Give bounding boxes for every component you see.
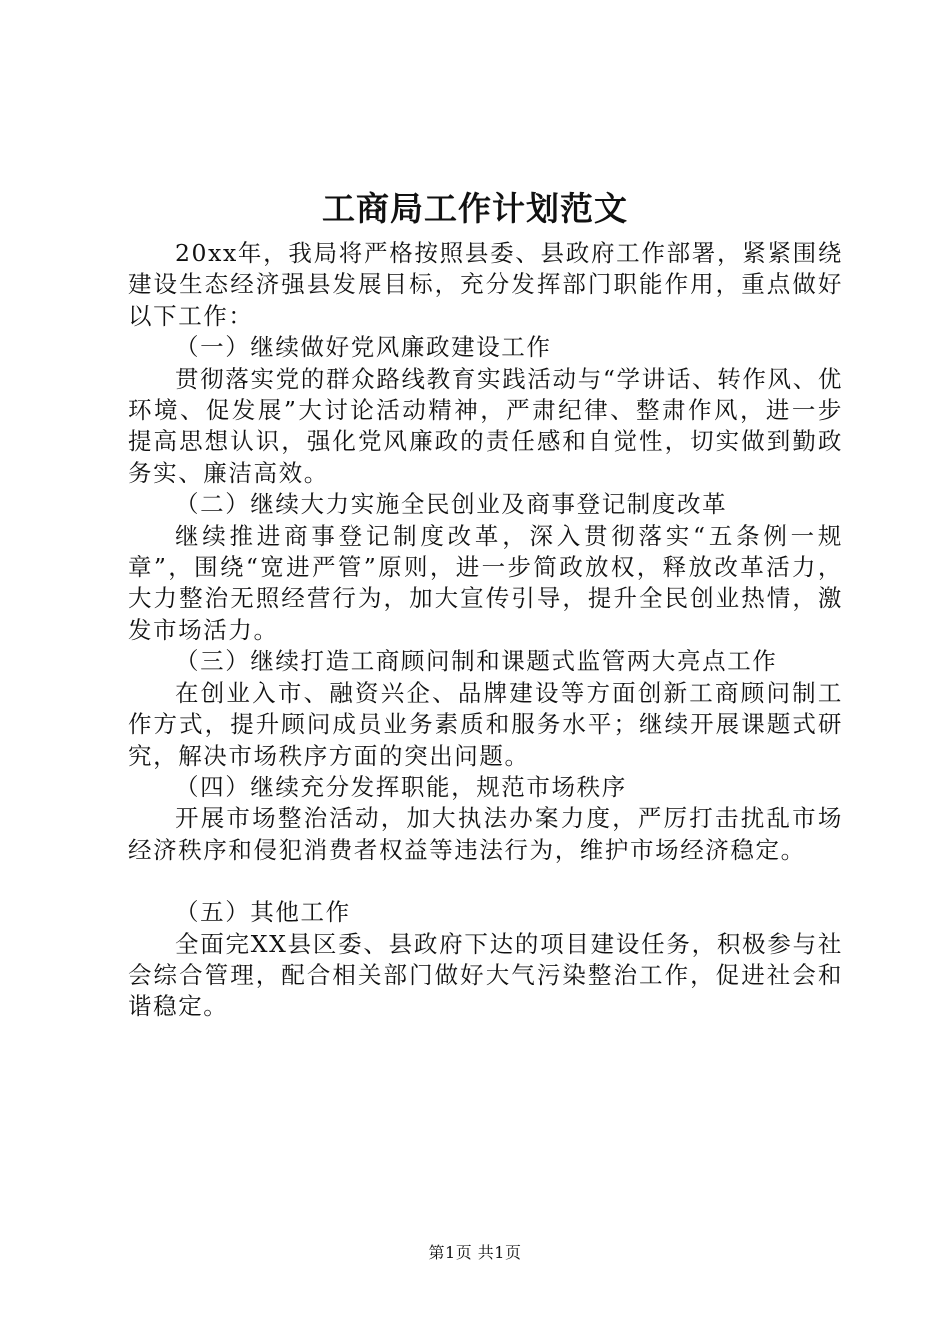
section-heading-5: （五）其他工作 (175, 898, 351, 927)
page-footer: 第1页 共1页 (428, 1243, 522, 1262)
document-title: 工商局工作计划范文 (322, 189, 628, 228)
section-paragraph-1: 贯彻落实党的群众路线教育实践活动与“学讲话、转作风、优环境、促发展”大讨论活动精神，严肃纪律、整肃作风，进一步提高思想认识，强化党风廉政的责任感和自觉性，切实做到勤政务实、廉洁高效。 (128, 364, 843, 487)
document-body (128, 238, 843, 1023)
section-paragraph-2: 继续推进商事登记制度改革，深入贯彻落实“五条例一规章”，围绕“宽进严管”原则，进一步简政放权，释放改革活力，大力整治无照经营行为，加大宣传引导，提升全民创业热情，激发市场活力。 (128, 521, 843, 644)
section-heading-3: （三）继续打造工商顾问制和课题式监管两大亮点工作 (175, 647, 778, 676)
section-heading-4: （四）继续充分发挥职能，规范市场秩序 (175, 772, 627, 801)
section-paragraph-4: 开展市场整治活动，加大执法办案力度，严厉打击扰乱市场经济秩序和侵犯消费者权益等违法行为，维护市场经济稳定。 (128, 804, 843, 864)
section-paragraph-3: 在创业入市、融资兴企、品牌建设等方面创新工商顾问制工作方式，提升顾问成员业务素质和服务水平；继续开展课题式研究，解决市场秩序方面的突出问题。 (128, 678, 843, 770)
section-paragraph-5: 全面完XX县区委、县政府下达的项目建设任务，积极参与社会综合管理，配合相关部门做好大气污染整治工作，促进社会和谐稳定。 (128, 929, 843, 1021)
section-heading-2: （二）继续大力实施全民创业及商事登记制度改革 (175, 490, 728, 519)
section-heading-1: （一）继续做好党风廉政建设工作 (175, 333, 552, 362)
intro-paragraph: 20xx年，我局将严格按照县委、县政府工作部署，紧紧围绕建设生态经济强县发展目标，充分发挥部门职能作用，重点做好以下工作： (128, 239, 843, 330)
